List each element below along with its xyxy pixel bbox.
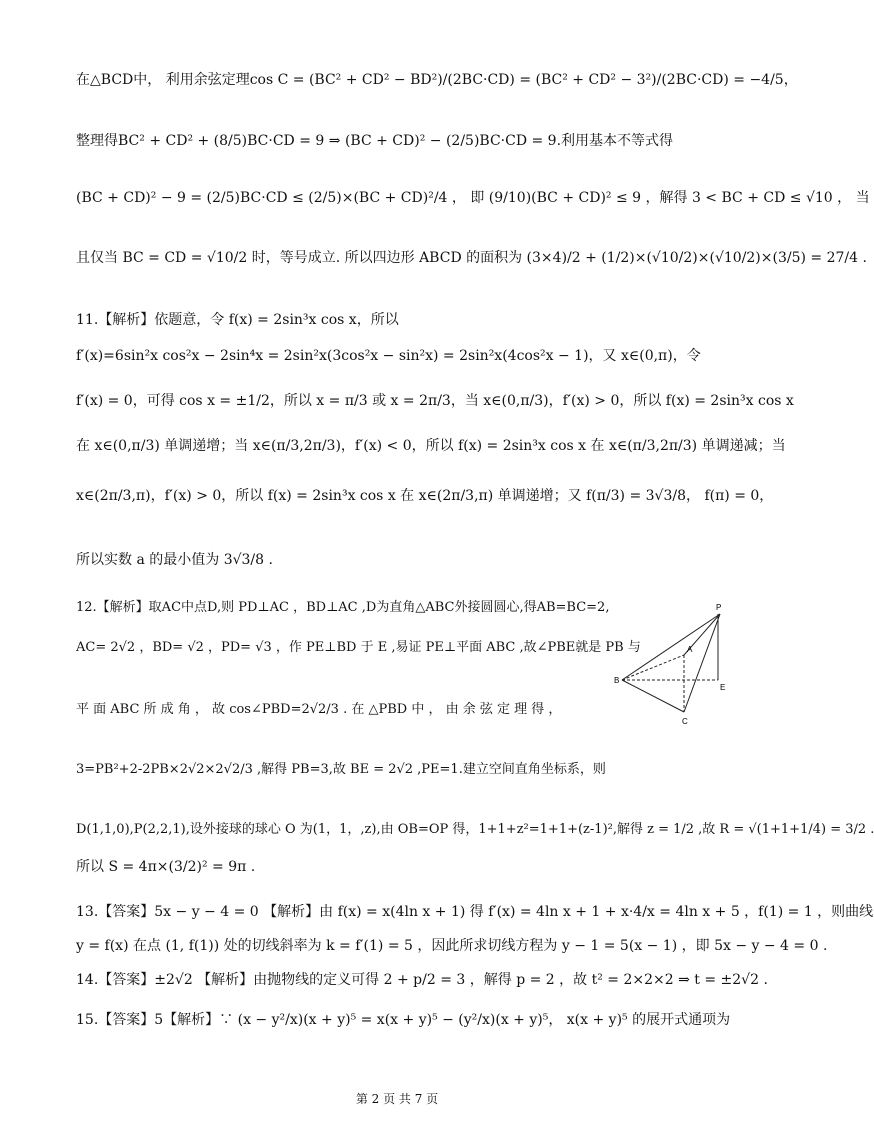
text-line-2: 整理得BC² + CD² + (8/5)BC·CD = 9 ⇒ (BC + CD)² − (2/5)BC·CD = 9.利用基本不等式得 <box>76 133 674 149</box>
pyramid-figure <box>612 600 752 730</box>
text-line-6: f′(x)=6sin²x cos²x − 2sin⁴x = 2sin²x(3cos²x − sin²x) = 2sin²x(4cos²x − 1)，又 x∈(0,π)，令 <box>76 348 701 364</box>
text-line-4: 且仅当 BC = CD = √10/2 时，等号成立. 所以四边形 ABCD 的面积为 (3×4)/2 + (1/2)×(√10/2)×(√10/2)×(3/5) = 27/4 . <box>76 250 867 266</box>
text-line-3: (BC + CD)² − 9 = (2/5)BC·CD ≤ (2/5)×(BC + CD)²/4 ， 即 (9/10)(BC + CD)² ≤ 9 ，解得 3 < BC + CD ≤ √10 ， 当 <box>76 190 870 206</box>
text-line-14: 3=PB²+2-2PB×2√2×2√2/3 ,解得 PB=3,故 BE = 2√2 ,PE=1.建立空间直角坐标系，则 <box>76 762 606 777</box>
text-line-10: 所以实数 a 的最小值为 3√3/8 . <box>76 552 273 568</box>
label-c: C <box>682 717 688 726</box>
label-p: P <box>716 603 722 612</box>
text-line-13: 平 面 ABC 所 成 角 ， 故 cos∠PBD=2√2/3 . 在 △PBD 中 ， 由 余 弦 定 理 得 ， <box>76 702 562 717</box>
text-line-19: 14.【答案】±2√2 【解析】由抛物线的定义可得 2 + p/2 = 3 ，解得 p = 2 ，故 t² = 2×2×2 ⇒ t = ±2√2 . <box>76 972 768 988</box>
text-line-20: 15.【答案】5【解析】∵ (x − y²/x)(x + y)⁵ = x(x + y)⁵ − (y²/x)(x + y)⁵， x(x + y)⁵ 的展开式通项为 <box>76 1012 731 1028</box>
label-b: B <box>614 676 620 685</box>
text-line-12: AC= 2√2 ，BD= √2 ，PD= √3 ，作 PE⊥BD 于 E ,易证 PE⊥平面 ABC ,故∠PBE就是 PB 与 <box>76 640 641 655</box>
page-footer: 第 2 页 共 7 页 <box>355 1092 439 1106</box>
label-a: A <box>687 645 693 654</box>
text-line-5: 11.【解析】依题意，令 f(x) = 2sin³x cos x，所以 <box>76 312 399 328</box>
text-line-17: 13.【答案】5x − y − 4 = 0 【解析】由 f(x) = x(4ln x + 1) 得 f′(x) = 4ln x + 1 + x·4/x = 4ln x + 5 ，f(1) = 1 ，则曲线 <box>76 904 874 920</box>
edge-bp <box>622 614 720 680</box>
text-line-9: x∈(2π/3,π)，f′(x) > 0，所以 f(x) = 2sin³x cos x 在 x∈(2π/3,π) 单调递增；又 f(π/3) = 3√3/8， f(π) = 0， <box>76 488 774 504</box>
text-line-1: 在△BCD中， 利用余弦定理cos C = (BC² + CD² − BD²)/(2BC·CD) = (BC² + CD² − 3²)/(2BC·CD) = −4/5， <box>76 72 798 88</box>
label-e: E <box>720 683 726 692</box>
edge-bc <box>622 680 684 712</box>
text-line-18: y = f(x) 在点 (1, f(1)) 处的切线斜率为 k = f′(1) = 5 ，因此所求切线方程为 y − 1 = 5(x − 1) ，即 5x − y − 4 = 0 . <box>76 938 828 954</box>
text-line-11: 12.【解析】取AC中点D,则 PD⊥AC ，BD⊥AC ,D为直角△ABC外接圆圆心,得AB=BC=2, <box>76 600 610 615</box>
text-line-16: 所以 S = 4π×(3/2)² = 9π . <box>76 859 256 875</box>
edge-cp <box>684 614 720 712</box>
text-line-15: D(1,1,0),P(2,2,1),设外接球的球心 O 为(1，1，,z),由 OB=OP 得，1+1+z²=1+1+(z-1)²,解得 z = 1/2 ,故 R = √(1+1+1/4) = 3/2 . <box>76 822 874 837</box>
text-line-8: 在 x∈(0,π/3) 单调递增；当 x∈(π/3,2π/3)，f′(x) < 0，所以 f(x) = 2sin³x cos x 在 x∈(π/3,2π/3) 单调递减；当 <box>76 438 786 454</box>
text-line-7: f′(x) = 0，可得 cos x = ±1/2，所以 x = π/3 或 x = 2π/3，当 x∈(0,π/3)，f′(x) > 0，所以 f(x) = 2sin³x cos x <box>76 393 794 409</box>
